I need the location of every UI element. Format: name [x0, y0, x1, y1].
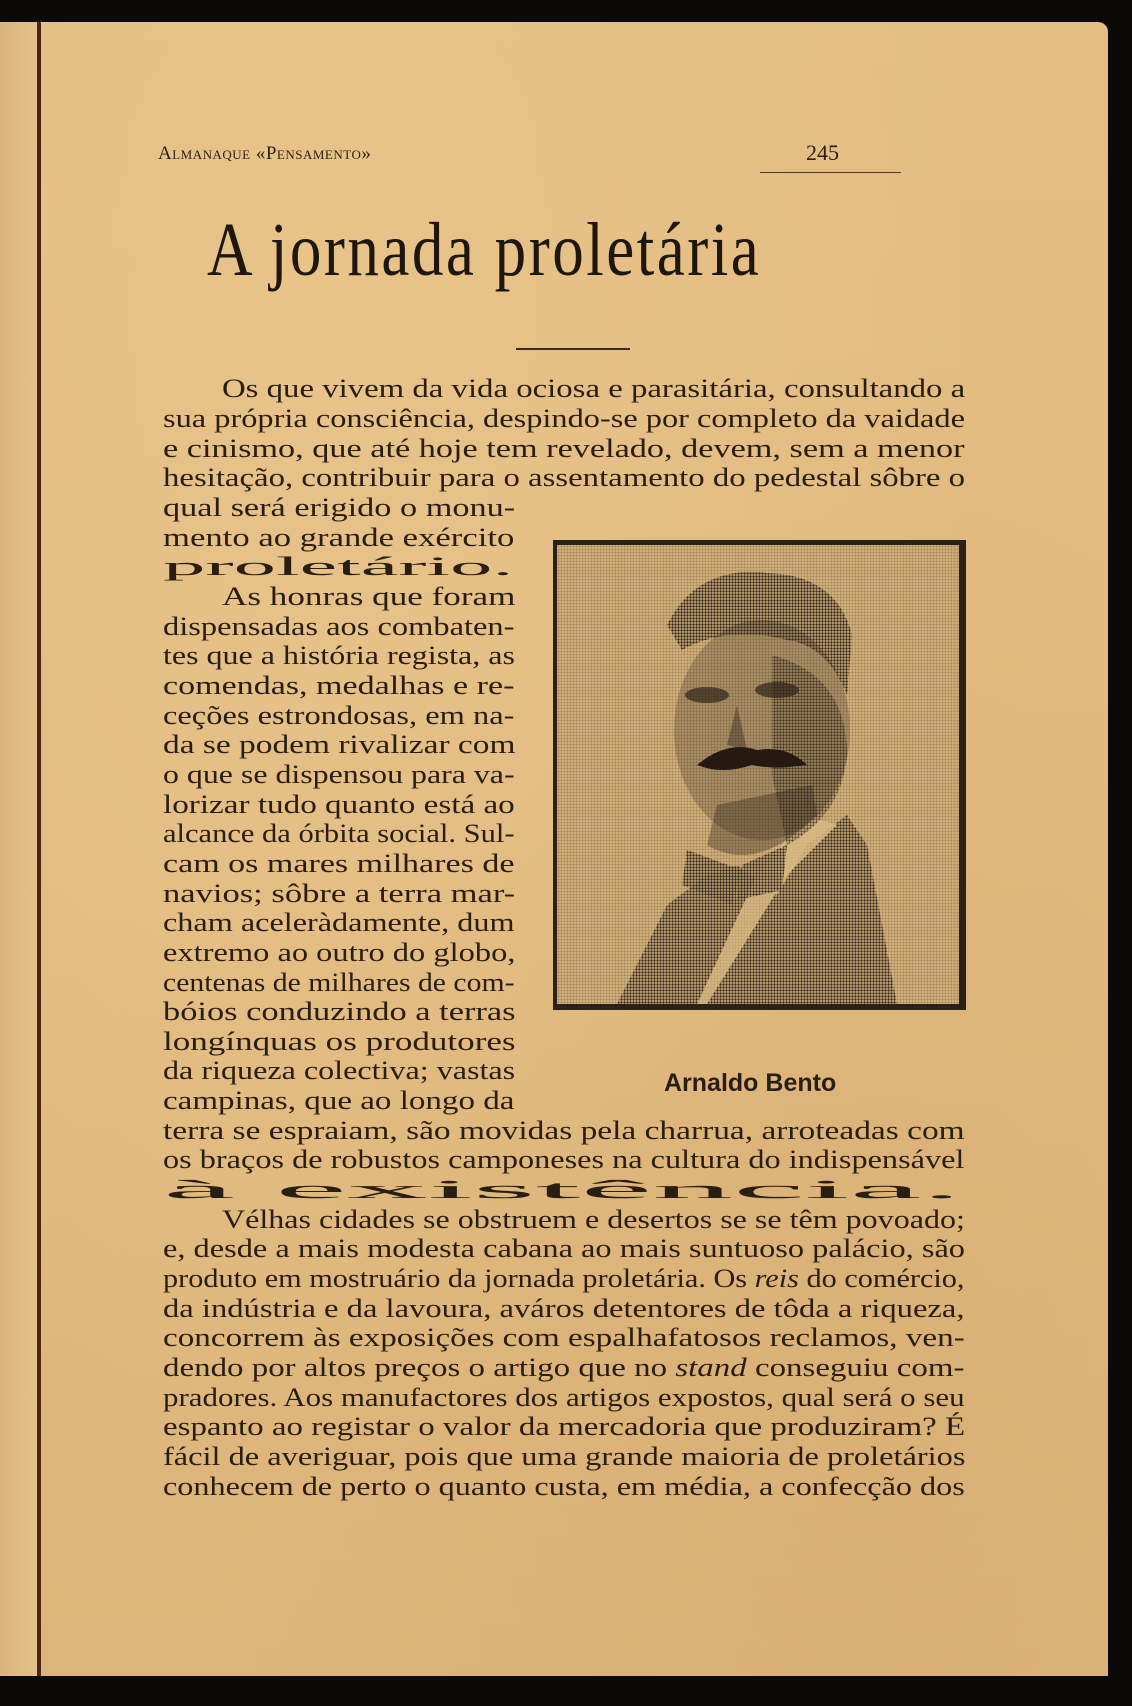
body-line	[163, 1264, 965, 1294]
body-line: Os que vivem da vida ociosa e parasitária, consultando a	[222, 374, 966, 403]
page-gutter-line	[37, 22, 41, 1676]
body-line	[163, 1353, 964, 1383]
body-line: lorizar tudo quanto está ao	[163, 790, 515, 819]
body-line: da indústria e da lavoura, aváros detentores de tôda a riqueza,	[163, 1294, 965, 1323]
body-line: sua própria consciência, despindo-se por completo da vaidade	[163, 404, 965, 433]
body-line: centenas de milhares de com-	[163, 968, 515, 997]
body-line: dispensadas aos combaten-	[163, 612, 515, 641]
body-line: qual será erigido o monu-	[163, 493, 516, 522]
page-number-rule	[760, 172, 901, 173]
body-line: terra se espraiam, são movidas pela charrua, arroteadas com	[163, 1116, 965, 1145]
body-line: pradores. Aos manufactores dos artigos expostos, qual será o seu	[163, 1383, 965, 1412]
body-line: à existência.	[163, 1175, 962, 1204]
body-line: navios; sôbre a terra mar-	[163, 879, 516, 908]
body-line: ceções estrondosas, em na-	[163, 701, 515, 730]
line-part: dendo por altos preços o artigo que no	[163, 1353, 676, 1382]
body-line: concorrem às exposições com espalhafatosos reclamos, ven-	[163, 1323, 965, 1352]
body-line: hesitação, contribuir para o assentamento do pedestal sôbre o	[163, 463, 966, 492]
body-line: Vélhas cidades se obstruem e desertos se se têm povoado;	[222, 1205, 965, 1234]
body-line: mento ao grande exército	[163, 523, 515, 552]
body-line: alcance da órbita social. Sul-	[163, 819, 515, 848]
line-part: produto em mostruário da jornada proletária. Os	[163, 1264, 755, 1293]
body-line: e cinismo, que até hoje tem revelado, devem, sem a menor	[163, 434, 965, 463]
body-line: campinas, que ao longo da	[163, 1086, 515, 1115]
article-title: A jornada proletária	[207, 208, 762, 292]
body-line: proletário.	[163, 552, 514, 581]
body-line: da riqueza colectiva; vastas	[163, 1056, 516, 1085]
italic-word-stand: stand	[675, 1353, 747, 1382]
body-line: fácil de averiguar, pois que uma grande maioria de proletários	[163, 1442, 966, 1471]
book-page	[0, 22, 1108, 1676]
body-line: bóios conduzindo a terras	[163, 997, 516, 1026]
body-line: longínquas os produtores	[163, 1027, 516, 1056]
title-divider	[516, 348, 630, 350]
body-line: o que se dispensou para va-	[163, 760, 515, 789]
body-line: conhecem de perto o quanto custa, em média, a confecção dos	[163, 1472, 965, 1501]
body-line: os braços de robustos camponeses na cultura do indispensável	[163, 1145, 965, 1174]
body-line: cam os mares milhares de	[163, 849, 515, 878]
body-line: extremo ao outro do globo,	[163, 938, 516, 967]
running-head: Almanaque «Pensamento»	[158, 143, 372, 164]
body-line: e, desde a mais modesta cabana ao mais suntuoso palácio, são	[163, 1234, 966, 1263]
body-line: cham aceleràdamente, dum	[163, 908, 515, 937]
body-line: da se podem rivalizar com	[163, 730, 516, 759]
body-line: tes que a história regista, as	[163, 641, 515, 670]
italic-word-reis: reis	[754, 1264, 799, 1293]
line-part: do comércio,	[798, 1264, 965, 1293]
page-number: 245	[806, 140, 839, 165]
body-line: espanto ao registar o valor da mercadoria que produziram? É	[163, 1412, 966, 1441]
body-line: As honras que foram	[222, 582, 516, 611]
body-line: comendas, medalhas e re-	[163, 671, 515, 700]
line-part: conseguiu com-	[746, 1353, 965, 1382]
facing-page-edge	[0, 22, 37, 1676]
portrait-photo	[553, 540, 966, 1010]
photo-caption: Arnaldo Bento	[664, 1069, 837, 1097]
portrait-figure-icon	[557, 545, 959, 1004]
